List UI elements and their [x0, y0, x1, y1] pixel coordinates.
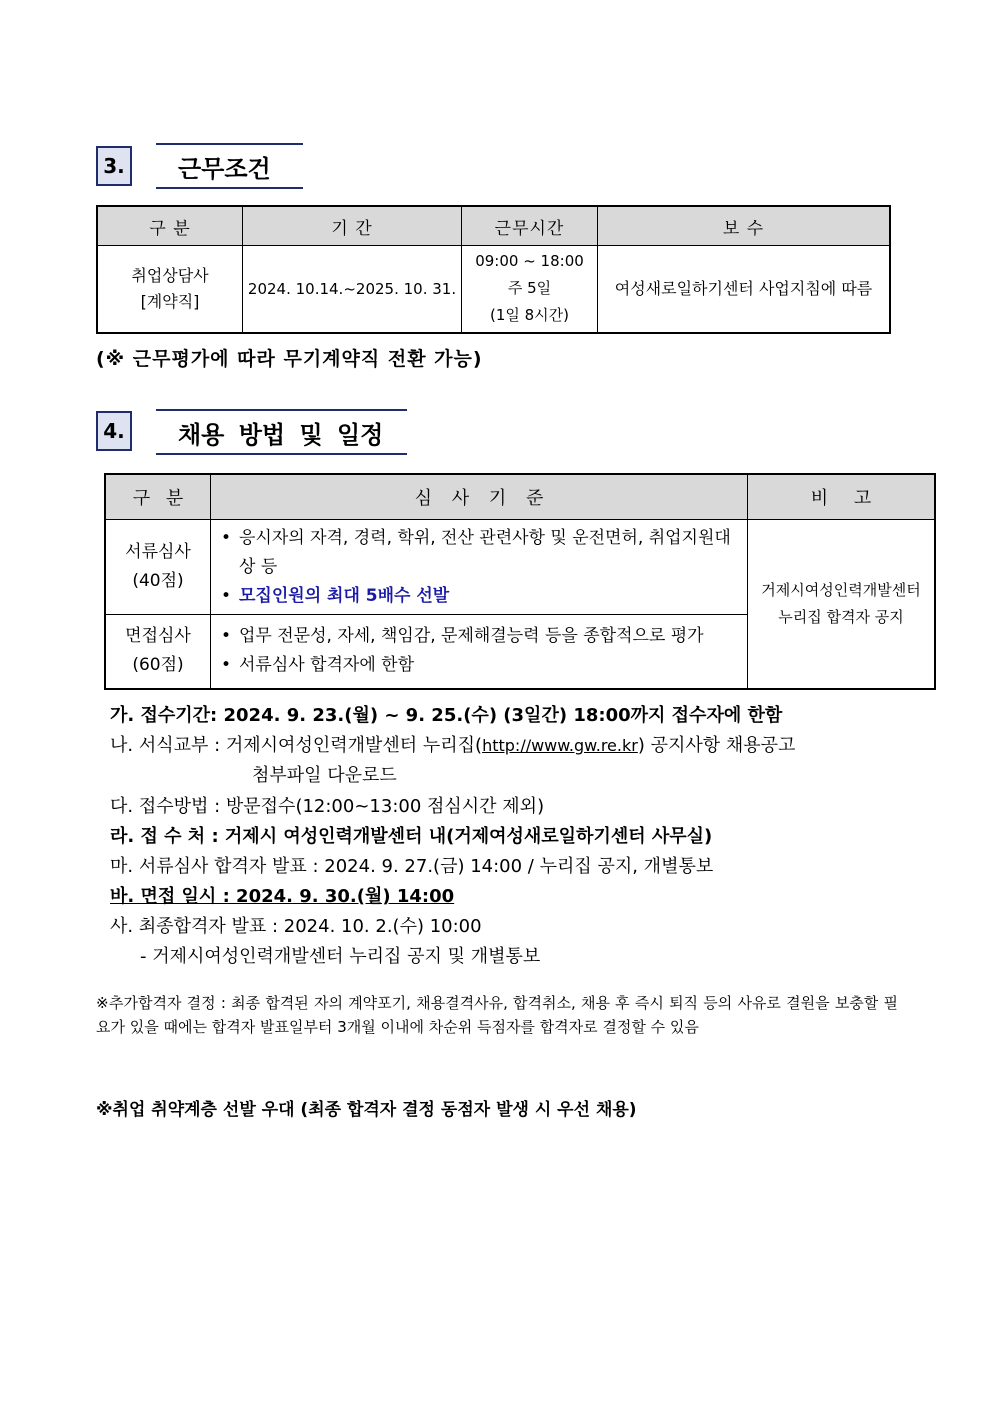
item-final-result: 사. 최종합격자 발표 : 2024. 10. 2.(수) 10:00 [110, 916, 482, 937]
list-item: • 업무 전문성, 자세, 책임감, 문제해결능력 등을 종합적으로 평가 [221, 622, 747, 651]
work-conditions-table [96, 205, 891, 334]
item-document-result: 마. 서류심사 합격자 발표 : 2024. 9. 27.(금) 14:00 / 누리집 공지, 개별통보 [110, 856, 714, 877]
criteria-text: 업무 전문성, 자세, 책임감, 문제해결능력 등을 종합적으로 평가 [239, 626, 704, 647]
cell-period: 2024. 10.14.~2025. 10. 31. [243, 246, 462, 333]
header-period: 기 간 [243, 206, 462, 246]
category-line: 서류심사 [125, 542, 191, 562]
criteria-text: 서류심사 합격자에 한함 [239, 655, 415, 676]
cell-category [97, 246, 243, 333]
list-item: • 모집인원의 최대 5배수 선발 [221, 582, 747, 611]
form-text: ) 공지사항 채용공고 [637, 735, 796, 756]
remark-line: 누리집 합격자 공지 [778, 607, 904, 626]
header-remark: 비 고 [748, 474, 936, 520]
category-line: (40점) [132, 571, 184, 591]
item-final-result-detail: - 거제시여성인력개발센터 누리집 공지 및 개별통보 [140, 946, 541, 967]
list-item: • 응시자의 자격, 경력, 학위, 전산 관련사항 및 운전면허, 취업지원대상 등 [221, 524, 747, 582]
criteria-text: 응시자의 자격, 경력, 학위, 전산 관련사항 및 운전면허, 취업지원대상 등 [239, 527, 731, 577]
cell-category [105, 615, 211, 689]
header-category: 구 분 [97, 206, 243, 246]
remark-line: 거제시여성인력개발센터 [761, 580, 921, 599]
cell-category [105, 520, 211, 615]
cell-pay: 여성새로일하기센터 사업지침에 따름 [598, 246, 891, 333]
hours-line: 주 5일 [507, 279, 552, 298]
criteria-highlight: 모집인원의 최대 5배수 선발 [239, 585, 450, 606]
item-application-place: 라. 접 수 처 : 거제시 여성인력개발센터 내(거제여성새로일하기센터 사무실) [110, 826, 713, 847]
table-row [105, 520, 935, 615]
cell-criteria [211, 520, 748, 615]
preference-note: ※취업 취약계층 선발 우대 (최종 합격자 결정 동점자 발생 시 우선 채용) [96, 1100, 637, 1120]
section-3-title: 근무조건 [156, 143, 303, 189]
category-line: [계약직] [140, 291, 200, 311]
category-line: (60점) [132, 655, 184, 676]
header-category: 구 분 [105, 474, 211, 520]
item-form-download: 첨부파일 다운로드 [252, 765, 397, 786]
item-form-distribution [110, 731, 795, 757]
homepage-link[interactable]: http://www.gw.re.kr [482, 736, 638, 755]
section-4-number: 4. [96, 411, 132, 451]
cell-criteria [211, 615, 748, 689]
table-row [97, 246, 890, 333]
item-interview-date: 바. 면접 일시 : 2024. 9. 30.(월) 14:00 [110, 886, 455, 907]
category-line: 면접심사 [125, 626, 191, 647]
category-line: 취업상담사 [131, 265, 209, 285]
header-hours: 근무시간 [462, 206, 598, 246]
table-header-row [97, 206, 890, 246]
list-item: • 서류심사 합격자에 한함 [221, 651, 747, 680]
hours-line: 09:00 ~ 18:00 [475, 252, 584, 271]
table-header-row [105, 474, 935, 520]
section-4-title: 채용 방법 및 일정 [156, 409, 407, 455]
hours-line: (1일 8시간) [489, 306, 570, 325]
form-text: 나. 서식교부 : 거제시여성인력개발센터 누리집( [110, 735, 483, 756]
hiring-method-table [104, 473, 936, 690]
cell-hours [462, 246, 598, 333]
item-application-period: 가. 접수기간: 2024. 9. 23.(월) ~ 9. 25.(수) (3일간) 18:00까지 접수자에 한함 [110, 705, 783, 726]
cell-remark [748, 520, 936, 689]
additional-hiring-note: ※추가합격자 결정 : 최종 합격된 자의 계약포기, 채용결격사유, 합격취소, 채용 후 즉시 퇴직 등의 사유로 결원을 보충할 필요가 있을 때에는 합격자 발표일부터 3개월 이내에 차순위 득점자를 합격자로 결정할 수 있음 [96, 994, 898, 1036]
section-3-number: 3. [96, 146, 132, 186]
contract-conversion-note: (※ 근무평가에 따라 무기계약직 전환 가능) [96, 348, 483, 370]
header-pay: 보 수 [598, 206, 891, 246]
header-criteria: 심 사 기 준 [211, 474, 748, 520]
item-application-method: 다. 접수방법 : 방문접수(12:00~13:00 점심시간 제외) [110, 796, 545, 817]
